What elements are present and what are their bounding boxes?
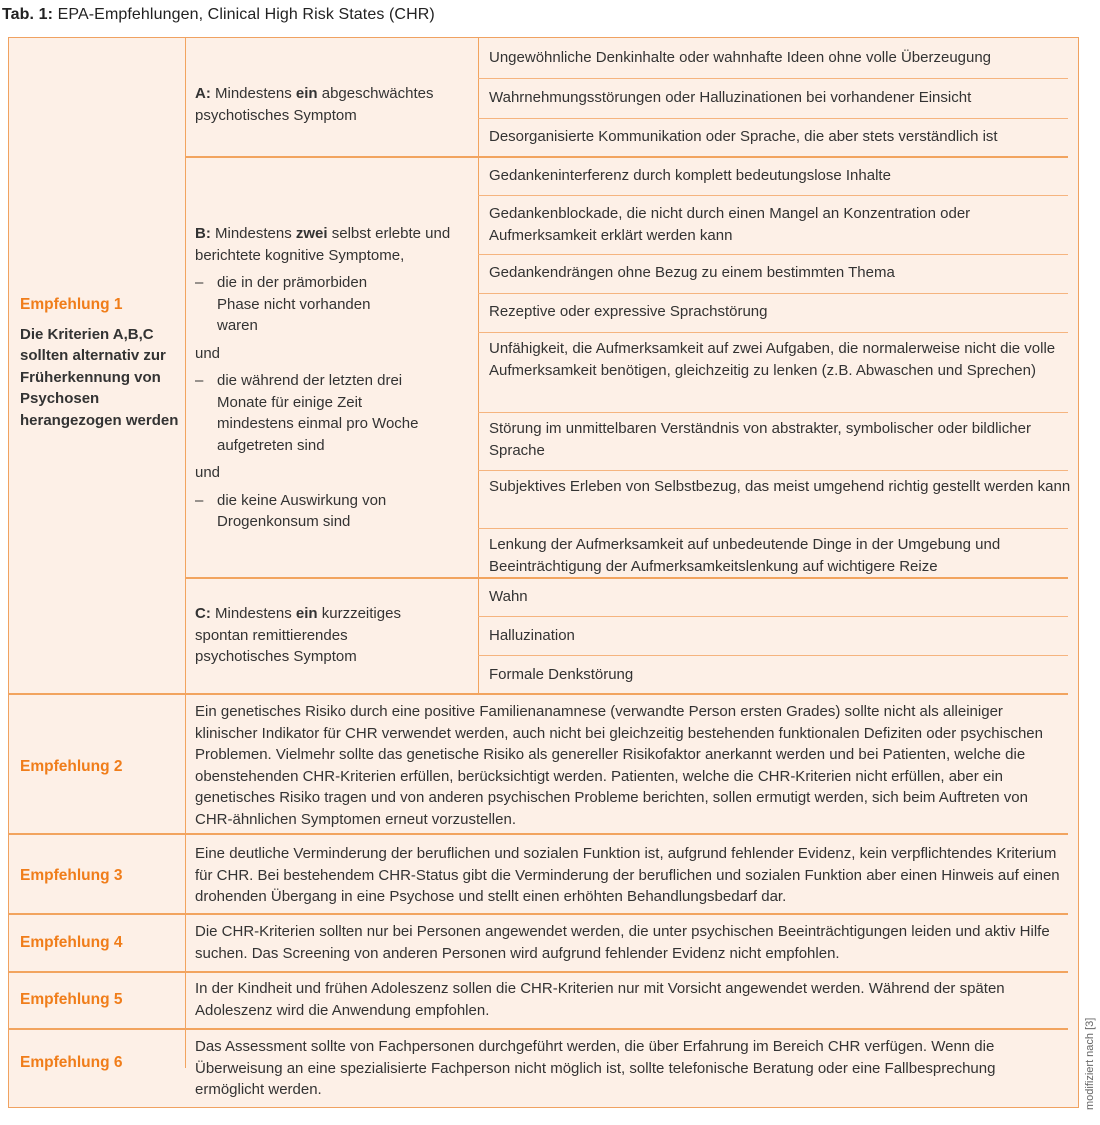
empfehlung-6-label: Empfehlung 6 bbox=[20, 1054, 123, 1071]
divider bbox=[478, 254, 1068, 255]
divider bbox=[478, 195, 1068, 196]
divider bbox=[478, 616, 1068, 617]
empfehlung-1-label: Empfehlung 1 bbox=[20, 296, 123, 313]
criterion-b-text: selbst erlebte und berichtete kognitive Symptome, bbox=[195, 225, 451, 264]
divider bbox=[478, 293, 1068, 294]
symptom-b7: Subjektives Erleben von Selbstbezug, das meist umgehend richtig gestellt werden kann bbox=[489, 478, 1071, 495]
divider bbox=[185, 577, 1068, 579]
criterion-b-text: Mindestens bbox=[215, 225, 292, 242]
empfehlung-5-label: Empfehlung 5 bbox=[20, 991, 123, 1008]
symptom-a2: Wahrnehmungsstörungen oder Halluzinationen bei vorhandener Einsicht bbox=[489, 89, 972, 106]
symptom-a3: Desorganisierte Kommunikation oder Sprache, die aber stets verständlich ist bbox=[489, 128, 998, 145]
empfehlung-1-description: Die Kriterien A,B,C sollten alternativ zur Früherkennung von Psychosen herangezogen werden bbox=[20, 325, 179, 429]
caption-title: EPA-Empfehlungen, Clinical High Risk States (CHR) bbox=[57, 6, 435, 23]
symptom-b3: Gedankendrängen ohne Bezug zu einem bestimmten Thema bbox=[489, 264, 895, 281]
symptom-b6: Störung im unmittelbaren Verständnis von abstrakter, symbolischer oder bildlicher Sprache bbox=[489, 420, 1031, 459]
divider bbox=[9, 833, 1068, 835]
criterion-b-prefix: B: bbox=[195, 225, 211, 242]
criterion-c-prefix: C: bbox=[195, 605, 211, 622]
symptom-c3: Formale Denkstörung bbox=[489, 666, 634, 683]
symptom-b1: Gedankeninterferenz durch komplett bedeutungslose Inhalte bbox=[489, 167, 891, 184]
symptom-c2: Halluzination bbox=[489, 627, 575, 644]
empfehlung-6-text: Das Assessment sollte von Fachpersonen durchgeführt werden, die über Erfahrung im Bereich CHR verfügen. Wenn die Überweisung an eine spezialisierte Fachperson nicht möglich ist, sollte telefonische Beratung oder eine Fallbesprechung ermöglicht werden. bbox=[195, 1038, 996, 1098]
symptom-b4: Rezeptive oder expressive Sprachstörung bbox=[489, 303, 768, 320]
criterion-b: B: Mindestens zwei selbst erlebte und berichtete kognitive Symptome, – die in der prämorbiden Phase nicht vorhanden waren und – die während der letzten drei Monate für einige Zeit mindestens einmal pro Woche aufgetreten sind und – die keine Auswirkung von Drogenkonsum sind bbox=[195, 223, 470, 533]
symptom-b5: Unfähigkeit, die Aufmerksamkeit auf zwei Aufgaben, die normalerweise nicht die volle Aufmerksamkeit benötigen, gleichzeitig zu lenken (z.B. Abwaschen und Sprechen) bbox=[489, 340, 1056, 379]
criterion-b-and: und bbox=[195, 344, 221, 362]
divider bbox=[9, 693, 1068, 695]
empfehlung-5-text: In der Kindheit und frühen Adoleszenz sollen die CHR-Kriterien nur mit Vorsicht angewendet werden. Während der späten Adoleszenz wird die Anwendung empfohlen. bbox=[195, 980, 1005, 1019]
criterion-b-and: und bbox=[195, 464, 221, 481]
criterion-c-emphasis: ein bbox=[295, 605, 318, 622]
criterion-b-emphasis: zwei bbox=[295, 225, 328, 242]
empfehlung-2-label: Empfehlung 2 bbox=[20, 758, 123, 775]
criterion-a-emphasis: ein bbox=[295, 85, 318, 102]
criterion-c bbox=[195, 603, 435, 668]
criterion-a bbox=[195, 83, 470, 126]
criterion-b-condition-1: die in der prämorbiden Phase nicht vorhanden waren bbox=[217, 274, 371, 334]
criterion-c-text: kurzzeitiges spontan remittierendes psychotisches Symptom bbox=[195, 605, 401, 665]
empfehlung-1-cell bbox=[20, 294, 180, 431]
empfehlung-4-text: Die CHR-Kriterien sollten nur bei Personen angewendet werden, die unter psychischen Beeinträchtigungen leiden und aktiv Hilfe suchen. Das Screening von anderen Personen wird aufgrund fehlender Evidenz nicht empfohlen. bbox=[195, 923, 1050, 962]
divider bbox=[478, 655, 1068, 656]
symptom-a1: Ungewöhnliche Denkinhalte oder wahnhafte Ideen ohne volle Überzeugung bbox=[489, 49, 992, 66]
divider bbox=[185, 693, 186, 1068]
symptom-c1: Wahn bbox=[489, 588, 528, 605]
divider bbox=[478, 78, 1068, 79]
criterion-c-text: Mindestens bbox=[215, 605, 292, 622]
criterion-a-text: abgeschwächtes psychotisches Symptom bbox=[195, 85, 434, 124]
divider bbox=[185, 38, 186, 693]
recommendations-table bbox=[8, 37, 1079, 1108]
divider bbox=[478, 38, 479, 693]
symptom-b2: Gedankenblockade, die nicht durch einen Mangel an Konzentration oder Aufmerksamkeit erklärt werden kann bbox=[489, 205, 971, 244]
criterion-b-condition-3: die keine Auswirkung von Drogenkonsum sind bbox=[217, 491, 387, 530]
divider bbox=[9, 913, 1068, 915]
criterion-a-prefix: A: bbox=[195, 85, 211, 102]
criterion-a-text: Mindestens bbox=[215, 85, 292, 102]
divider bbox=[9, 1028, 1068, 1030]
symptom-b8: Lenkung der Aufmerksamkeit auf unbedeutende Dinge in der Umgebung und Beeinträchtigung der Aufmerksamkeitslenkung auf wichtigere Reize bbox=[489, 536, 1001, 575]
divider bbox=[478, 528, 1068, 529]
divider bbox=[185, 156, 1068, 158]
divider bbox=[478, 470, 1068, 471]
table-caption bbox=[2, 6, 435, 24]
divider bbox=[478, 118, 1068, 119]
criterion-b-condition-2: die während der letzten drei Monate für einige Zeit mindestens einmal pro Woche aufgetreten sind bbox=[217, 372, 419, 454]
divider bbox=[478, 332, 1068, 333]
divider bbox=[478, 412, 1068, 413]
caption-label: Tab. 1: bbox=[2, 6, 54, 23]
empfehlung-3-label: Empfehlung 3 bbox=[20, 867, 123, 884]
source-credit: modifiziert nach [3] bbox=[1084, 1017, 1096, 1110]
divider bbox=[9, 971, 1068, 973]
empfehlung-4-label: Empfehlung 4 bbox=[20, 934, 123, 951]
empfehlung-3-text: Eine deutliche Verminderung der beruflichen und sozialen Funktion ist, aufgrund fehlender Evidenz, kein verpflichtendes Kriterium für CHR. Bei bestehendem CHR-Status gibt die Verminderung der beruflichen und sozialen Funktion aber einen Hinweis auf einen drohenden Übergang in eine Psychose und stellt einen erhöhten Behandlungsbedarf dar. bbox=[195, 845, 1060, 905]
empfehlung-2-text: Ein genetisches Risiko durch eine positive Familienanamnese (verwandte Person ersten Grades) sollte nicht als alleiniger klinischer Indikator für CHR verwendet werden, auch nicht bei gleichzeitig bestehenden funktionalen Defiziten oder psychischen Problemen. Vielmehr sollte das genetische Risiko als genereller Risikofaktor anerkannt werden und bei Patienten, welche die obenstehenden CHR-Kriterien erfüllen, berücksichtigt werden. Patienten, welche die CHR-Kriterien nicht erfüllen, aber ein genetisches Risiko tragen und von anderen psychischen Probleme berichten, sollen ermutigt werden, sich beim Auftreten von CHR-ähnlichen Symptomen erneut vorzustellen. bbox=[195, 703, 1043, 828]
